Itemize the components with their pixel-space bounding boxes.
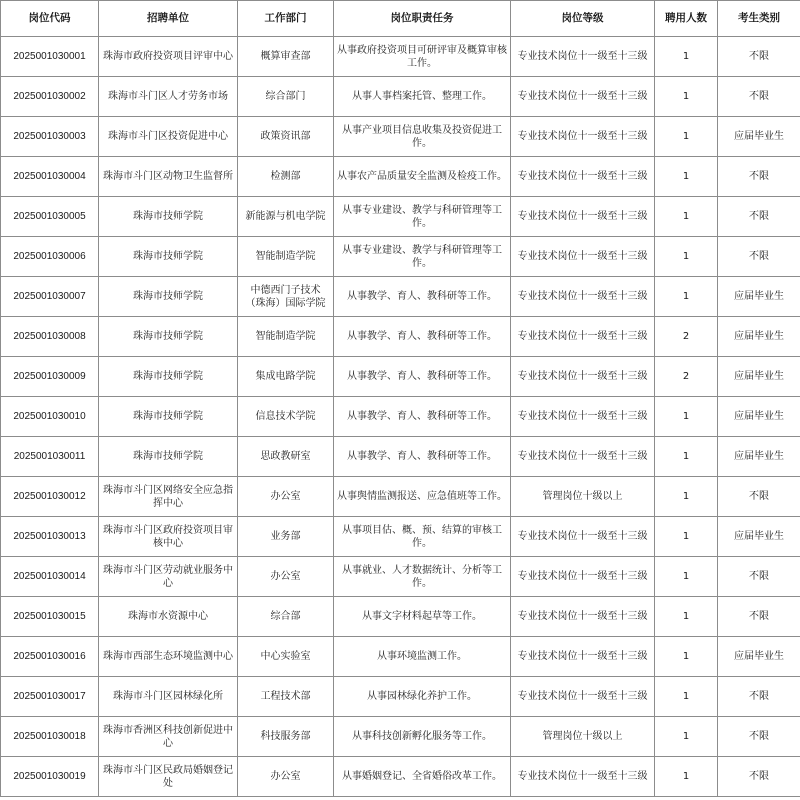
cell-category: 应届毕业生 — [718, 117, 800, 157]
cell-unit: 珠海市斗门区投资促进中心 — [99, 117, 238, 157]
cell-category: 不限 — [718, 477, 800, 517]
table-row — [1, 37, 800, 77]
cell-code: 2025001030011 — [1, 437, 99, 477]
cell-level: 专业技术岗位十一级至十三级 — [511, 77, 655, 117]
cell-unit: 珠海市技师学院 — [99, 437, 238, 477]
cell-level: 专业技术岗位十一级至十三级 — [511, 357, 655, 397]
cell-code: 2025001030012 — [1, 477, 99, 517]
cell-category: 不限 — [718, 157, 800, 197]
cell-code: 2025001030006 — [1, 237, 99, 277]
header-code: 岗位代码 — [1, 1, 99, 37]
cell-level: 专业技术岗位十一级至十三级 — [511, 157, 655, 197]
table-row — [1, 317, 800, 357]
table-row — [1, 237, 800, 277]
table-row — [1, 717, 800, 757]
cell-level: 专业技术岗位十一级至十三级 — [511, 317, 655, 357]
cell-level: 专业技术岗位十一级至十三级 — [511, 237, 655, 277]
cell-category: 应届毕业生 — [718, 637, 800, 677]
header-count: 聘用人数 — [655, 1, 718, 37]
cell-count: 1 — [655, 597, 718, 637]
cell-category: 不限 — [718, 37, 800, 77]
cell-dept: 综合部门 — [238, 77, 334, 117]
cell-level: 专业技术岗位十一级至十三级 — [511, 277, 655, 317]
cell-duty: 从事教学、育人、教科研等工作。 — [334, 437, 511, 477]
cell-count: 1 — [655, 757, 718, 797]
cell-count: 1 — [655, 677, 718, 717]
cell-code: 2025001030009 — [1, 357, 99, 397]
cell-code: 2025001030004 — [1, 157, 99, 197]
cell-duty: 从事教学、育人、教科研等工作。 — [334, 277, 511, 317]
cell-level: 专业技术岗位十一级至十三级 — [511, 637, 655, 677]
cell-level: 专业技术岗位十一级至十三级 — [511, 757, 655, 797]
cell-code: 2025001030005 — [1, 197, 99, 237]
table-row — [1, 197, 800, 237]
cell-dept: 办公室 — [238, 757, 334, 797]
cell-level: 管理岗位十级以上 — [511, 477, 655, 517]
cell-code: 2025001030003 — [1, 117, 99, 157]
cell-category: 不限 — [718, 557, 800, 597]
cell-category: 应届毕业生 — [718, 317, 800, 357]
cell-count: 1 — [655, 517, 718, 557]
cell-unit: 珠海市水资源中心 — [99, 597, 238, 637]
cell-unit: 珠海市技师学院 — [99, 397, 238, 437]
cell-level: 专业技术岗位十一级至十三级 — [511, 557, 655, 597]
cell-level: 专业技术岗位十一级至十三级 — [511, 597, 655, 637]
cell-unit: 珠海市西部生态环境监测中心 — [99, 637, 238, 677]
table-row — [1, 277, 800, 317]
cell-count: 1 — [655, 77, 718, 117]
cell-category: 应届毕业生 — [718, 437, 800, 477]
table-row — [1, 357, 800, 397]
header-unit: 招聘单位 — [99, 1, 238, 37]
cell-dept: 科技服务部 — [238, 717, 334, 757]
cell-dept: 办公室 — [238, 477, 334, 517]
cell-dept: 办公室 — [238, 557, 334, 597]
cell-count: 1 — [655, 117, 718, 157]
cell-level: 专业技术岗位十一级至十三级 — [511, 37, 655, 77]
cell-code: 2025001030014 — [1, 557, 99, 597]
header-level: 岗位等级 — [511, 1, 655, 37]
cell-duty: 从事教学、育人、教科研等工作。 — [334, 317, 511, 357]
table-row — [1, 677, 800, 717]
cell-dept: 新能源与机电学院 — [238, 197, 334, 237]
table-row — [1, 437, 800, 477]
cell-count: 1 — [655, 37, 718, 77]
cell-count: 1 — [655, 157, 718, 197]
header-category: 考生类别 — [718, 1, 800, 37]
table-row — [1, 157, 800, 197]
cell-code: 2025001030010 — [1, 397, 99, 437]
cell-unit: 珠海市斗门区民政局婚姻登记处 — [99, 757, 238, 797]
cell-level: 专业技术岗位十一级至十三级 — [511, 397, 655, 437]
table-body — [1, 37, 800, 797]
cell-unit: 珠海市斗门区园林绿化所 — [99, 677, 238, 717]
cell-duty: 从事产业项目信息收集及投资促进工作。 — [334, 117, 511, 157]
cell-code: 2025001030007 — [1, 277, 99, 317]
cell-dept: 中心实验室 — [238, 637, 334, 677]
cell-category: 应届毕业生 — [718, 357, 800, 397]
cell-count: 1 — [655, 397, 718, 437]
cell-dept: 集成电路学院 — [238, 357, 334, 397]
cell-level: 专业技术岗位十一级至十三级 — [511, 517, 655, 557]
cell-dept: 概算审查部 — [238, 37, 334, 77]
cell-duty: 从事就业、人才数据统计、分析等工作。 — [334, 557, 511, 597]
cell-level: 专业技术岗位十一级至十三级 — [511, 117, 655, 157]
cell-duty: 从事园林绿化养护工作。 — [334, 677, 511, 717]
cell-duty: 从事农产品质量安全监测及检疫工作。 — [334, 157, 511, 197]
cell-unit: 珠海市技师学院 — [99, 277, 238, 317]
cell-dept: 智能制造学院 — [238, 317, 334, 357]
cell-category: 应届毕业生 — [718, 397, 800, 437]
cell-level: 专业技术岗位十一级至十三级 — [511, 197, 655, 237]
cell-unit: 珠海市斗门区人才劳务市场 — [99, 77, 238, 117]
cell-dept: 思政教研室 — [238, 437, 334, 477]
cell-category: 不限 — [718, 77, 800, 117]
table-row — [1, 597, 800, 637]
cell-duty: 从事人事档案托管、整理工作。 — [334, 77, 511, 117]
cell-category: 不限 — [718, 197, 800, 237]
cell-dept: 信息技术学院 — [238, 397, 334, 437]
cell-duty: 从事教学、育人、教科研等工作。 — [334, 397, 511, 437]
cell-unit: 珠海市斗门区政府投资项目审核中心 — [99, 517, 238, 557]
cell-category: 不限 — [718, 757, 800, 797]
cell-category: 应届毕业生 — [718, 277, 800, 317]
cell-dept: 检测部 — [238, 157, 334, 197]
cell-code: 2025001030002 — [1, 77, 99, 117]
cell-duty: 从事婚姻登记、全省婚俗改革工作。 — [334, 757, 511, 797]
cell-unit: 珠海市技师学院 — [99, 357, 238, 397]
cell-count: 2 — [655, 357, 718, 397]
cell-code: 2025001030019 — [1, 757, 99, 797]
cell-count: 1 — [655, 477, 718, 517]
cell-duty: 从事文字材料起草等工作。 — [334, 597, 511, 637]
cell-unit: 珠海市斗门区动物卫生监督所 — [99, 157, 238, 197]
table-row — [1, 757, 800, 797]
cell-code: 2025001030016 — [1, 637, 99, 677]
cell-duty: 从事环境监测工作。 — [334, 637, 511, 677]
header-duty: 岗位职责任务 — [334, 1, 511, 37]
cell-code: 2025001030015 — [1, 597, 99, 637]
cell-code: 2025001030017 — [1, 677, 99, 717]
cell-count: 1 — [655, 277, 718, 317]
cell-level: 专业技术岗位十一级至十三级 — [511, 437, 655, 477]
table-row — [1, 77, 800, 117]
cell-code: 2025001030018 — [1, 717, 99, 757]
cell-count: 2 — [655, 317, 718, 357]
cell-duty: 从事政府投资项目可研评审及概算审核工作。 — [334, 37, 511, 77]
cell-duty: 从事舆情监测报送、应急值班等工作。 — [334, 477, 511, 517]
cell-unit: 珠海市政府投资项目评审中心 — [99, 37, 238, 77]
cell-dept: 政策资讯部 — [238, 117, 334, 157]
cell-unit: 珠海市技师学院 — [99, 237, 238, 277]
cell-unit: 珠海市斗门区劳动就业服务中心 — [99, 557, 238, 597]
cell-unit: 珠海市斗门区网络安全应急指挥中心 — [99, 477, 238, 517]
cell-count: 1 — [655, 237, 718, 277]
cell-duty: 从事项目估、概、预、结算的审核工作。 — [334, 517, 511, 557]
cell-level: 专业技术岗位十一级至十三级 — [511, 677, 655, 717]
cell-dept: 工程技术部 — [238, 677, 334, 717]
cell-category: 应届毕业生 — [718, 517, 800, 557]
cell-unit: 珠海市技师学院 — [99, 197, 238, 237]
cell-dept: 业务部 — [238, 517, 334, 557]
cell-duty: 从事专业建设、教学与科研管理等工作。 — [334, 197, 511, 237]
cell-count: 1 — [655, 637, 718, 677]
cell-count: 1 — [655, 557, 718, 597]
cell-duty: 从事教学、育人、教科研等工作。 — [334, 357, 511, 397]
cell-level: 管理岗位十级以上 — [511, 717, 655, 757]
cell-count: 1 — [655, 717, 718, 757]
cell-dept: 智能制造学院 — [238, 237, 334, 277]
cell-count: 1 — [655, 437, 718, 477]
cell-dept: 中德西门子技术（珠海）国际学院 — [238, 277, 334, 317]
cell-category: 不限 — [718, 717, 800, 757]
table-row — [1, 637, 800, 677]
cell-category: 不限 — [718, 597, 800, 637]
cell-code: 2025001030001 — [1, 37, 99, 77]
cell-duty: 从事科技创新孵化服务等工作。 — [334, 717, 511, 757]
cell-dept: 综合部 — [238, 597, 334, 637]
table-row — [1, 557, 800, 597]
header-dept: 工作部门 — [238, 1, 334, 37]
cell-count: 1 — [655, 197, 718, 237]
header-row — [1, 1, 800, 37]
cell-unit: 珠海市技师学院 — [99, 317, 238, 357]
table-row — [1, 477, 800, 517]
cell-code: 2025001030008 — [1, 317, 99, 357]
cell-category: 不限 — [718, 677, 800, 717]
cell-unit: 珠海市香洲区科技创新促进中心 — [99, 717, 238, 757]
table-row — [1, 117, 800, 157]
table-row — [1, 517, 800, 557]
cell-code: 2025001030013 — [1, 517, 99, 557]
cell-category: 不限 — [718, 237, 800, 277]
cell-duty: 从事专业建设、教学与科研管理等工作。 — [334, 237, 511, 277]
table-row — [1, 397, 800, 437]
